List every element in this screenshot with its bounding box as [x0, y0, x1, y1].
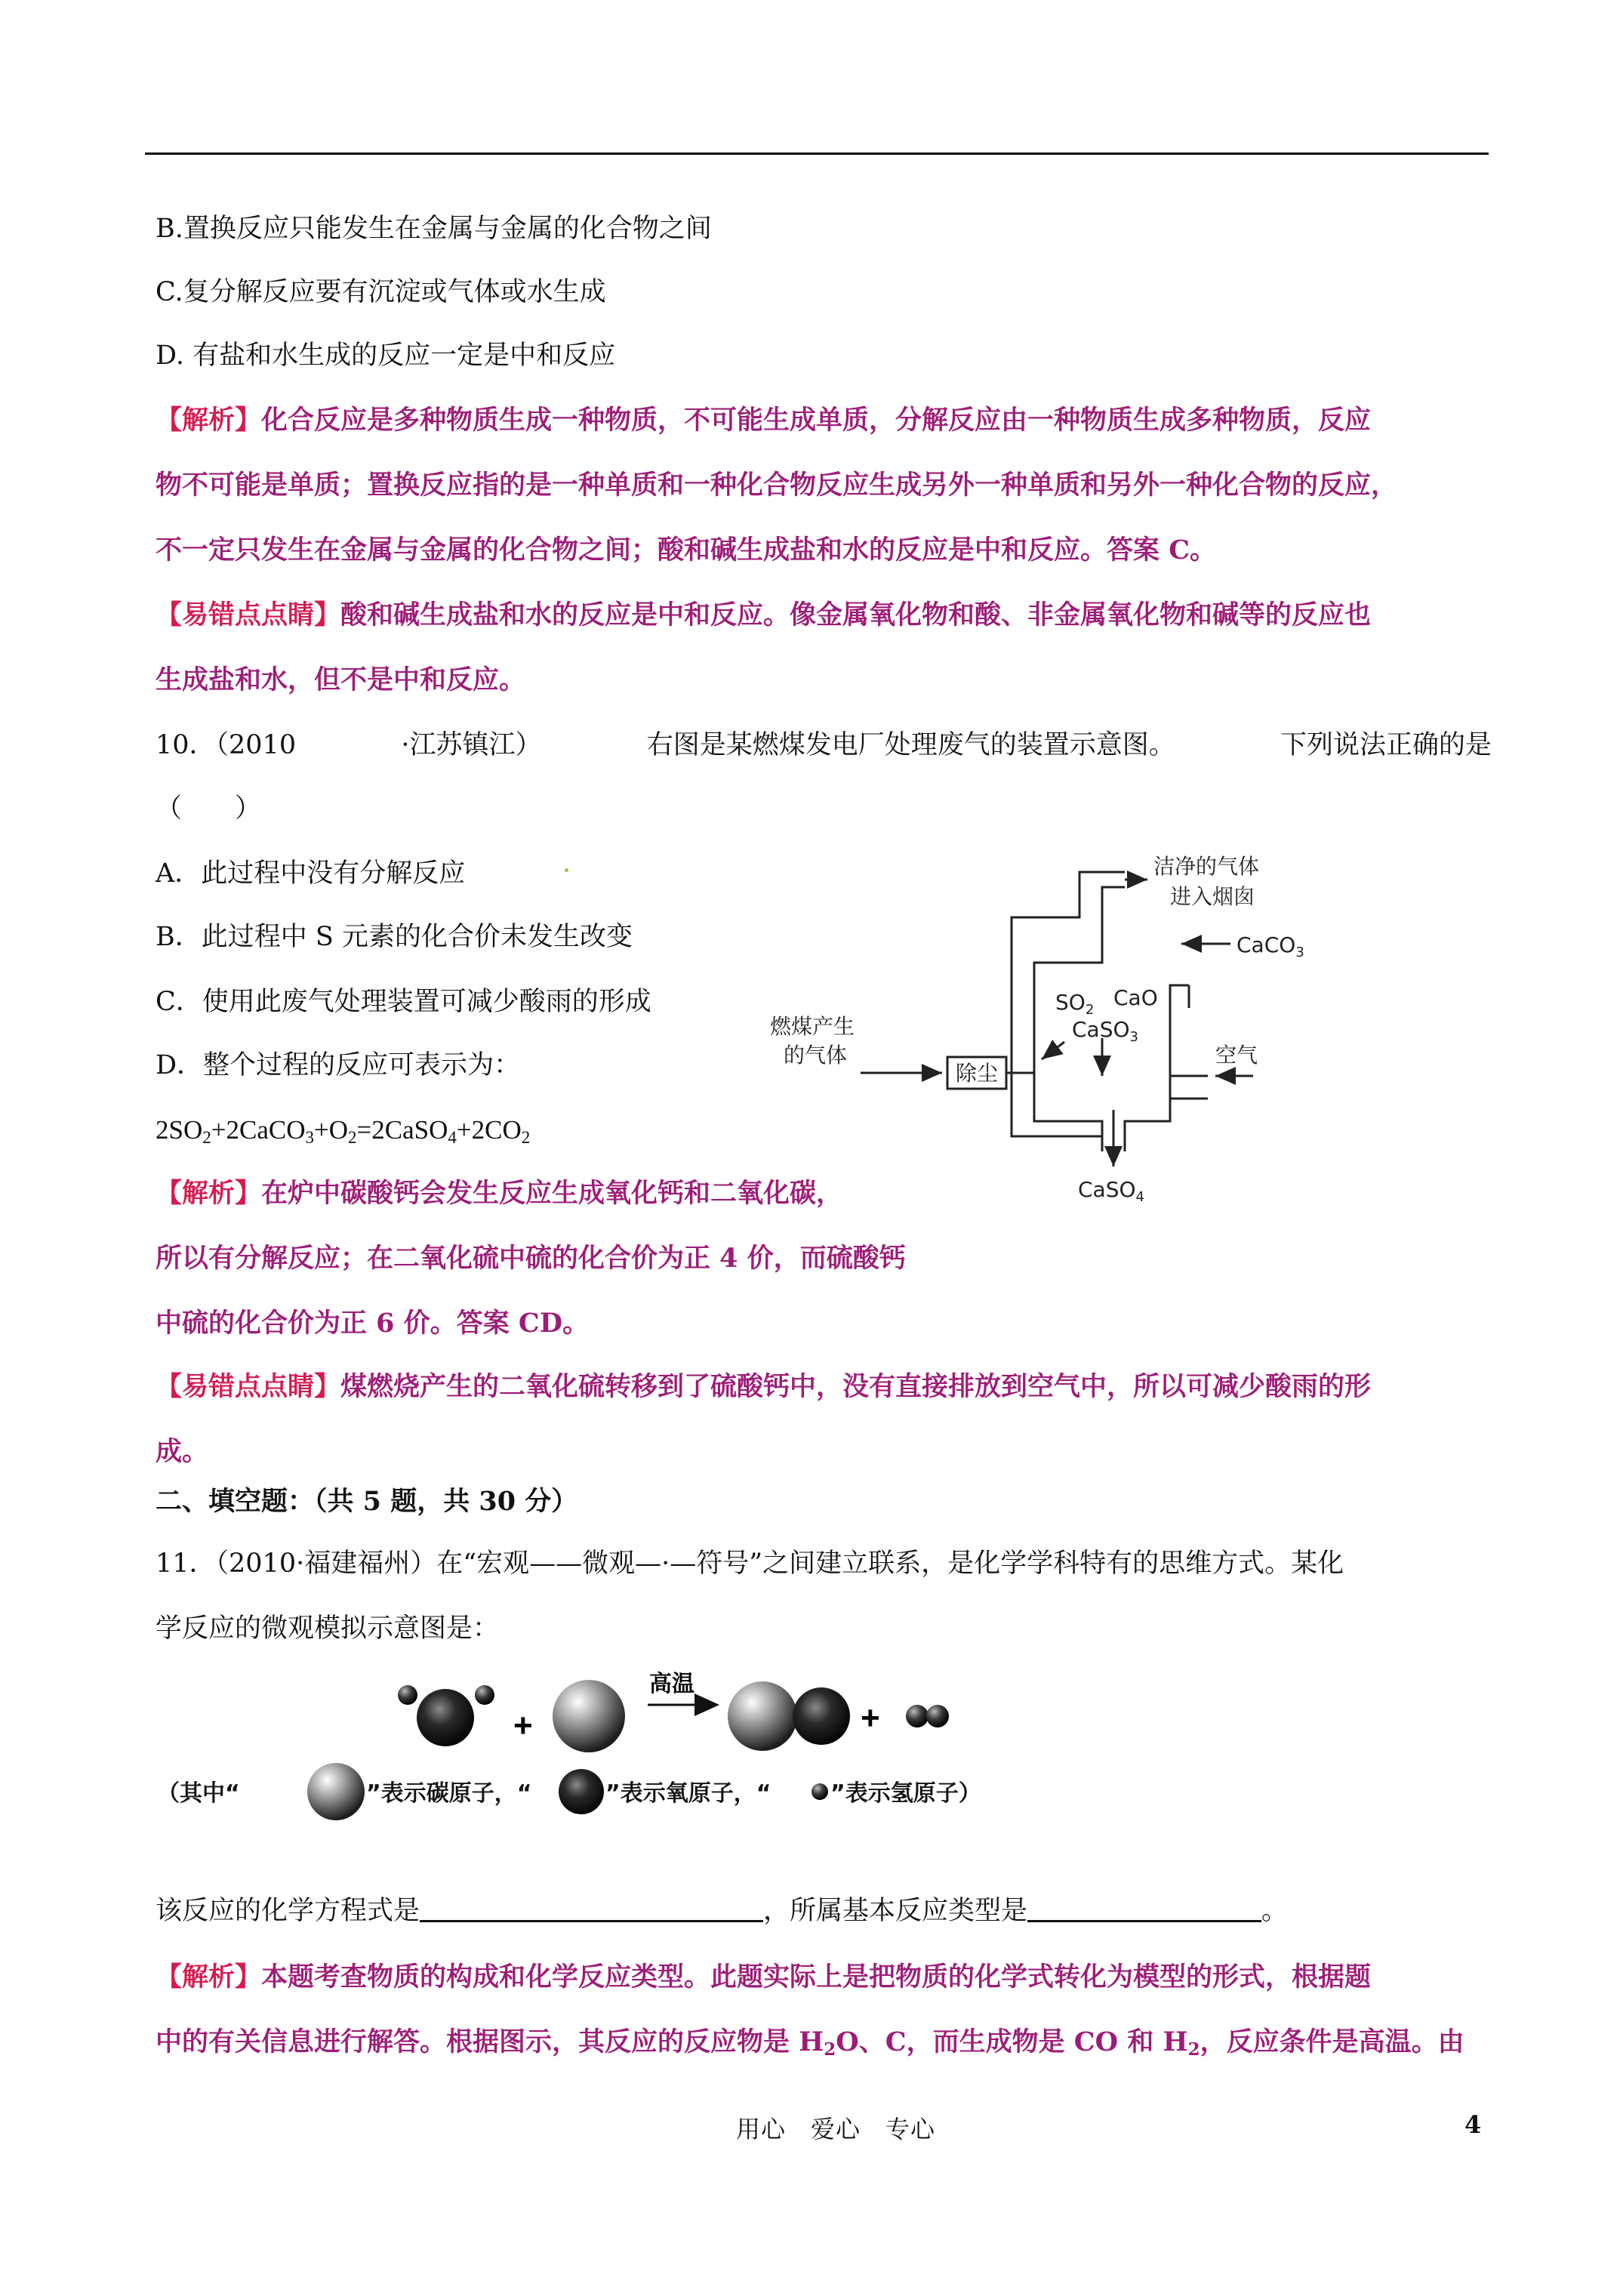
- analysis-q10-line1: 【解析】在炉中碳酸钙会发生反应生成氧化钙和二氧化碳，: [156, 1178, 843, 1209]
- analysis-q9-line2: 物不可能是单质；置换反应指的是一种单质和一种化合物反应生成另外一种单质和另外一种化合物的反应，: [156, 470, 1398, 501]
- analysis-tag: 【解析】: [156, 405, 262, 436]
- option-c: C.复分解反应要有沉淀或气体或水生成: [156, 277, 606, 307]
- hydrogen-atom: [926, 1705, 949, 1727]
- page-number: 4: [1464, 2110, 1482, 2139]
- carbon-monoxide-molecule: [728, 1681, 850, 1751]
- oxygen-atom: [417, 1689, 474, 1746]
- label-dust-removal: 除尘: [956, 1061, 999, 1086]
- label-cao: CaO: [1113, 985, 1158, 1010]
- q10-option-b: B．此过程中 S 元素的化合价未发生改变: [156, 922, 633, 952]
- legend-hydrogen-atom: [812, 1783, 828, 1800]
- option-b: B.置换反应只能发生在金属与金属的化合物之间: [156, 214, 712, 244]
- analysis-q9-line1: 【解析】化合反应是多种物质生成一种物质，不可能生成单质，分解反应由一种物质生成多种物质，反应: [156, 405, 1372, 436]
- q10-equation: $2SO_2+2CaCO_3+O_2=2CaSO_4+2CO_2$: [156, 1115, 531, 1147]
- hydrogen-atom: [398, 1685, 417, 1705]
- label-into-chimney: 进入烟囱: [1170, 884, 1255, 909]
- answer-blank-reaction-type[interactable]: [1027, 1897, 1261, 1922]
- water-molecule: [398, 1685, 494, 1746]
- label-coal-source-1: 燃煤产生: [770, 1014, 855, 1039]
- tip-q9-line2: 生成盐和水，但不是中和反应。: [156, 664, 526, 695]
- tip-q9-line1: 【易错点点睛】酸和碱生成盐和水的反应是中和反应。像金属氧化物和酸、非金属氧化物和碱等的反应也: [156, 599, 1372, 630]
- label-coal-source-2: 的气体: [784, 1043, 848, 1068]
- tip-tag: 【易错点点睛】: [156, 1371, 341, 1402]
- flue-gas-apparatus-diagram: [770, 849, 1321, 1212]
- vessel-bottom-left: [1034, 1102, 1102, 1151]
- tip-tag: 【易错点点睛】: [156, 599, 341, 630]
- tip-q10-line2: 成。: [156, 1436, 209, 1467]
- vessel-left-wall: [1012, 872, 1125, 1102]
- legend-oxygen-atom: [559, 1769, 604, 1814]
- vessel-bottom-right: [1125, 1102, 1170, 1151]
- footer-motto: 用心 爱心 专心: [736, 2115, 936, 2143]
- legend-text: ”表示氧原子，“: [605, 1780, 771, 1807]
- hydrogen-atom: [906, 1705, 929, 1727]
- label-caso3: CaSO$_3$: [1072, 1017, 1138, 1045]
- oxygen-atom: [793, 1687, 850, 1745]
- atom-legend: [157, 1763, 981, 1820]
- legend-text: ”表示氢原子）: [830, 1780, 981, 1807]
- analysis-tag: 【解析】: [156, 1962, 262, 1992]
- option-d: D. 有盐和水生成的反应一定是中和反应: [156, 341, 616, 371]
- vessel-bottom-outer: [1012, 1102, 1102, 1136]
- q11-line2: 学反应的微观模拟示意图是：: [156, 1613, 500, 1644]
- tip-q10-line1: 【易错点点睛】煤燃烧产生的二氧化硫转移到了硫酸钙中，没有直接排放到空气中，所以可减少酸雨的形: [156, 1371, 1372, 1402]
- carbon-atom: [728, 1681, 797, 1751]
- analysis-q11-line2: 中的有关信息进行解答。根据图示，其反应的反应物是 $H_2O$、C，而生成物是 CO 和 $H_2$，反应条件是高温。由: [156, 2026, 1464, 2060]
- analysis-tag: 【解析】: [156, 1178, 262, 1209]
- reaction-model-diagram: [157, 1669, 1042, 1831]
- q10-stem: 10．（2010 ·江苏镇江） 右图是某燃煤发电厂处理废气的装置示意图。 下列说法正确的是: [156, 730, 1492, 760]
- q10-option-a: A．此过程中没有分解反应: [156, 858, 466, 889]
- analysis-q11-line1: 【解析】本题考查物质的构成和化学反应类型。此题实际上是把物质的化学式转化为模型的形式，根据题: [156, 1962, 1372, 1992]
- plus-sign: +: [861, 1700, 880, 1737]
- vessel-right-wall-top: [1170, 985, 1189, 1102]
- hydrogen-atom: [475, 1685, 494, 1705]
- arrow-so2: [1042, 1042, 1064, 1059]
- q10-answer-paren: （ ）: [156, 794, 262, 824]
- label-clean-gas: 洁净的气体: [1153, 854, 1260, 879]
- label-caco3: CaCO$_3$: [1236, 932, 1304, 960]
- label-caso4: CaSO$_4$: [1078, 1177, 1144, 1205]
- legend-carbon-atom: [307, 1763, 365, 1820]
- hydrogen-molecule: [906, 1705, 949, 1727]
- header-rule: [145, 153, 1489, 155]
- analysis-q10-line3: 中硫的化合价为正 6 价。答案 CD。: [156, 1308, 590, 1339]
- analysis-q9-line3: 不一定只发生在金属与金属的化合物之间；酸和碱生成盐和水的反应是中和反应。答案 C。: [156, 535, 1217, 566]
- label-so2: $SO_2$: [1055, 990, 1095, 1018]
- label-air: 空气: [1215, 1043, 1258, 1068]
- plus-sign: +: [513, 1707, 533, 1744]
- carbon-atom: [553, 1680, 625, 1752]
- answer-blank-equation[interactable]: [420, 1897, 763, 1922]
- section-title: 二、填空题：（共 5 题，共 30 分）: [156, 1486, 578, 1517]
- analysis-q10-line2: 所以有分解反应；在二氧化硫中硫的化合价为正 4 价，而硫酸钙: [156, 1243, 906, 1274]
- q11-line1: 11．（2010·福建福州）在“宏观——微观—·—符号”之间建立联系，是化学学科特有的思维方式。某化: [156, 1549, 1344, 1579]
- condition-label-high-temp: 高温: [649, 1671, 694, 1697]
- q10-option-c: C．使用此废气处理装置可减少酸雨的形成: [156, 987, 651, 1017]
- q11-fill-blank-line: 该反应的化学方程式是 ，所属基本反应类型是 。: [156, 1896, 1289, 1926]
- legend-text: （其中“: [157, 1780, 240, 1807]
- legend-text: ”表示碳原子，“: [366, 1780, 532, 1807]
- q10-option-d: D．整个过程的反应可表示为：: [156, 1050, 521, 1080]
